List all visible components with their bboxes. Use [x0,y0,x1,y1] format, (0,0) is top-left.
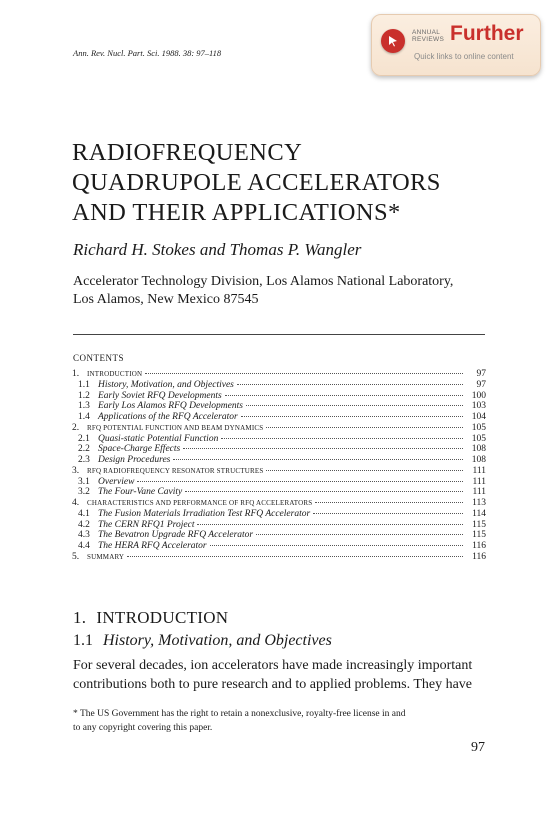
title-line: QUADRUPOLE ACCELERATORS [72,169,441,196]
article-title [72,138,441,228]
toc-entry-label: The Bevatron Upgrade RFQ Accelerator [98,530,254,541]
toc-entry-label: Space-Charge Effects [98,444,181,455]
toc-dot-leader [183,448,463,449]
toc-entry-number: 1. [72,369,80,379]
toc-entry-label: The CERN RFQ1 Project [98,519,195,530]
toc-dot-leader [256,534,463,535]
further-subtitle: Quick links to online content [414,52,514,61]
section-number: 1. [73,608,87,627]
toc-section-entry[interactable] [72,369,486,380]
toc-section-entry[interactable] [72,423,486,434]
toc-entry-label: The HERA RFQ Accelerator [98,541,207,551]
toc-dot-leader [313,513,463,514]
toc-dot-leader [173,459,463,460]
toc-dot-leader [197,524,463,525]
toc-entry-label: INTRODUCTION [87,370,143,378]
further-badge [381,29,405,53]
toc-subsection-entry[interactable] [72,444,486,455]
toc-entry-number: 2.3 [78,455,90,465]
subsection-heading [73,632,332,650]
toc-entry-page: 116 [472,541,486,551]
toc-entry-page: 111 [472,465,486,476]
reviews-word: REVIEWS [412,36,445,43]
title-line: AND THEIR APPLICATIONS* [72,199,401,226]
toc-entry-label: SUMMARY [87,552,125,561]
footnote-line: to any copyright covering this paper. [73,723,213,733]
toc-entry-number: 5. [72,551,80,562]
toc-dot-leader [246,405,463,406]
toc-section-entry[interactable] [72,498,486,509]
toc-entry-label: Early Los Alamos RFQ Developments [98,401,243,412]
toc-subsection-entry[interactable] [72,477,486,488]
toc-entry-label: Design Procedures [98,455,171,465]
toc-dot-leader [237,384,463,385]
toc-subsection-entry[interactable] [72,380,486,391]
annual-word: ANNUAL [412,29,441,36]
toc-entry-number: 3.1 [78,476,90,487]
toc-entry-label: The Fusion Materials Irradiation Test RFQ Accelerator [98,508,311,519]
toc-entry-page: 108 [471,444,486,455]
toc-entry-number: 4.2 [78,519,90,530]
toc-section-entry[interactable] [72,552,486,563]
affiliation-line: Los Alamos, New Mexico 87545 [73,292,259,307]
toc-dot-leader [266,470,463,471]
toc-entry-label: The Four-Vane Cavity [98,487,183,498]
toc-entry-label: Overview [98,476,135,487]
further-title: Further [450,22,524,45]
footnote-line: * The US Government has the right to retain a nonexclusive, royalty-free license in and [73,709,406,719]
contents-heading: CONTENTS [73,353,124,363]
toc-entry-number: 2.1 [78,433,90,444]
toc-dot-leader [210,545,463,546]
toc-entry-label: CHARACTERISTICS AND PERFORMANCE OF RFQ ACCELERATORS [87,499,313,507]
page-number: 97 [471,740,485,755]
section-title: INTRODUCTION [96,608,229,627]
toc-dot-leader [241,416,463,417]
toc-entry-number: 4.1 [78,508,90,519]
article-authors: Richard H. Stokes and Thomas P. Wangler [73,240,362,259]
annual-reviews-logo [412,29,444,43]
cursor-arrow-icon [386,34,400,48]
toc-entry-page: 113 [472,498,486,508]
journal-citation: Ann. Rev. Nucl. Part. Sci. 1988. 38: 97–118 [73,48,222,58]
toc-entry-number: 4.3 [78,530,90,541]
toc-entry-page: 116 [472,551,486,562]
toc-dot-leader [315,502,463,503]
footnote [73,707,485,735]
toc-entry-label: History, Motivation, and Objectives [98,379,234,390]
toc-entry-number: 4.4 [78,541,90,551]
toc-entry-page: 97 [476,379,486,390]
toc-dot-leader [137,481,463,482]
subsection-title: History, Motivation, and Objectives [103,632,332,649]
table-of-contents [72,369,486,563]
toc-dot-leader [266,427,463,428]
body-line: For several decades, ion accelerators have made increasingly important [73,658,473,673]
toc-dot-leader [145,373,463,374]
toc-entry-page: 105 [471,433,486,444]
toc-subsection-entry[interactable] [72,487,486,498]
toc-entry-label: RFQ POTENTIAL FUNCTION AND BEAM DYNAMICS [87,423,264,432]
toc-subsection-entry[interactable] [72,412,486,423]
title-line: RADIOFREQUENCY [72,139,303,166]
toc-entry-page: 114 [472,508,486,519]
toc-entry-page: 97 [476,369,486,379]
toc-entry-page: 115 [472,530,486,541]
toc-entry-number: 1.4 [78,412,90,422]
toc-entry-number: 2.2 [78,444,90,455]
toc-entry-label: Early Soviet RFQ Developments [98,390,222,401]
body-line: contributions both to pure research and to applied problems. They have [73,677,473,692]
toc-entry-page: 100 [471,390,486,401]
toc-dot-leader [185,491,463,492]
toc-subsection-entry[interactable] [72,401,486,412]
toc-dot-leader [221,438,463,439]
toc-entry-label: RFQ RADIOFREQUENCY RESONATOR STRUCTURES [87,466,264,475]
toc-subsection-entry[interactable] [72,520,486,531]
toc-dot-leader [225,395,463,396]
toc-entry-number: 4. [72,498,80,508]
toc-entry-number: 1.3 [78,401,90,412]
toc-subsection-entry[interactable] [72,541,486,552]
toc-dot-leader [127,556,463,557]
toc-entry-page: 103 [471,401,486,412]
toc-entry-number: 1.2 [78,390,90,401]
author-affiliation [73,273,453,309]
toc-subsection-entry[interactable] [72,455,486,466]
subsection-number: 1.1 [73,632,93,649]
toc-entry-page: 104 [471,412,486,422]
toc-entry-page: 105 [471,422,486,433]
toc-entry-label: Applications of the RFQ Accelerator [98,412,238,422]
toc-entry-number: 3. [72,465,80,476]
toc-subsection-entry[interactable] [72,391,486,402]
toc-entry-number: 2. [72,422,80,433]
toc-section-entry[interactable] [72,466,486,477]
toc-entry-page: 111 [472,476,486,487]
further-links-banner[interactable] [371,14,541,76]
section-heading [73,608,238,628]
affiliation-line: Accelerator Technology Division, Los Alamos National Laboratory, [73,274,454,289]
toc-entry-number: 1.1 [78,379,90,390]
toc-entry-page: 111 [472,487,486,498]
toc-subsection-entry[interactable] [72,434,486,445]
section-divider [73,334,485,335]
toc-subsection-entry[interactable] [72,530,486,541]
toc-entry-page: 108 [471,455,486,465]
body-paragraph [73,656,485,694]
toc-subsection-entry[interactable] [72,509,486,520]
toc-entry-label: Quasi-static Potential Function [98,433,219,444]
toc-entry-number: 3.2 [78,487,90,498]
toc-entry-page: 115 [472,519,486,530]
